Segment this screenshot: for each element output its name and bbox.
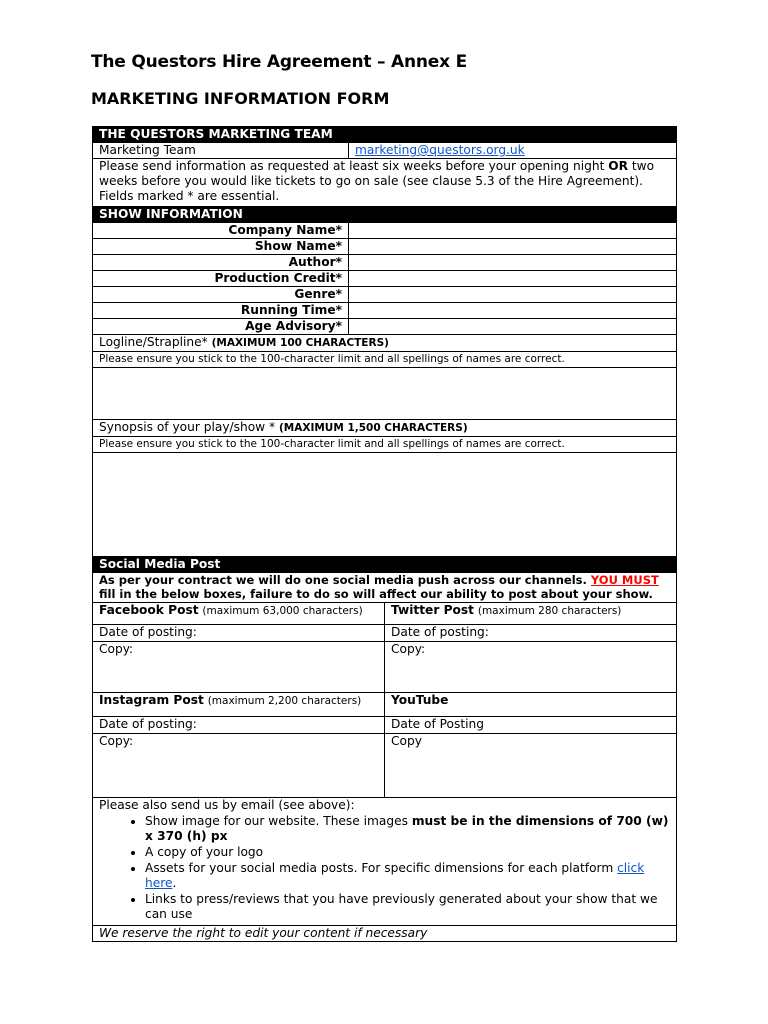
show-name-label: Show Name* (93, 239, 349, 255)
item-period: . (172, 876, 177, 890)
instagram-header (93, 693, 385, 717)
email-requirements (93, 798, 677, 926)
click-here-link[interactable]: click here (145, 861, 645, 890)
list-item (145, 814, 670, 844)
twitter-header (385, 603, 677, 625)
running-time-label: Running Time* (93, 303, 349, 319)
age-advisory-label: Age Advisory* (93, 319, 349, 335)
author-field[interactable] (349, 255, 677, 271)
item-dimensions: must be in the dimensions of 700 (w) x 370 (h) px (145, 814, 669, 843)
document-title: The Questors Hire Agreement – Annex E (91, 52, 468, 72)
instructions-text-2: two weeks before you would like tickets to go on sale (see clause 5.3 of the Hire Agreement). Fields marked * are essential. (99, 159, 655, 203)
synopsis-label-row (93, 420, 677, 437)
twitter-title: Twitter Post (391, 603, 474, 617)
social-intro-text: As per your contract we will do one social media push across our channels. (99, 573, 587, 587)
marketing-form-table (92, 126, 677, 942)
social-media-heading: Social Media Post (93, 557, 677, 573)
twitter-limit: (maximum 280 characters) (477, 605, 622, 617)
form-title: MARKETING INFORMATION FORM (91, 89, 390, 108)
synopsis-label: Synopsis of your play/show * (99, 420, 276, 434)
synopsis-note: Please ensure you stick to the 100-character limit and all spellings of names are correct. (93, 437, 677, 453)
running-time-field[interactable] (349, 303, 677, 319)
twitter-copy-field[interactable]: Copy: (385, 642, 677, 693)
item-text: Assets for your social media posts. For specific dimensions for each platform (145, 861, 614, 875)
youtube-copy-field[interactable]: Copy (385, 734, 677, 798)
production-credit-label: Production Credit* (93, 271, 349, 287)
instagram-title: Instagram Post (99, 693, 204, 707)
logline-label: Logline/Strapline* (99, 335, 208, 349)
email-requirements-list (99, 814, 670, 922)
instructions-text: Please send information as requested at least six weeks before your opening night (99, 159, 605, 173)
youtube-date-field[interactable]: Date of Posting (385, 717, 677, 734)
show-name-field[interactable] (349, 239, 677, 255)
marketing-instructions (93, 159, 677, 207)
list-item: • A copy of your logo (145, 845, 670, 860)
marketing-team-label: Marketing Team (93, 143, 349, 159)
marketing-email-cell (349, 143, 677, 159)
facebook-copy-field[interactable]: Copy: (93, 642, 385, 693)
youtube-header (385, 693, 677, 717)
you-must-emphasis: YOU MUST (590, 573, 659, 587)
instagram-limit: (maximum 2,200 characters) (207, 695, 362, 707)
production-credit-field[interactable] (349, 271, 677, 287)
social-media-intro (93, 573, 677, 603)
list-item: • Links to press/reviews that you have previously generated about your show that we can use (145, 892, 670, 922)
facebook-limit: (maximum 63,000 characters) (202, 605, 363, 617)
facebook-date-field[interactable]: Date of posting: (93, 625, 385, 642)
synopsis-input-area[interactable] (93, 453, 677, 557)
email-requirements-intro: Please also send us by email (see above): (99, 798, 355, 812)
company-name-field[interactable] (349, 223, 677, 239)
instructions-or: OR (608, 159, 628, 173)
logline-label-row (93, 335, 677, 352)
genre-field[interactable] (349, 287, 677, 303)
instagram-date-field[interactable]: Date of posting: (93, 717, 385, 734)
logline-input-area[interactable] (93, 368, 677, 420)
genre-label: Genre* (93, 287, 349, 303)
author-label: Author* (93, 255, 349, 271)
synopsis-limit: (MAXIMUM 1,500 CHARACTERS) (278, 422, 468, 434)
age-advisory-field[interactable] (349, 319, 677, 335)
logline-limit: (MAXIMUM 100 CHARACTERS) (211, 337, 389, 349)
youtube-title: YouTube (391, 693, 449, 707)
footer-note: We reserve the right to edit your content if necessary (93, 926, 677, 942)
company-name-label: Company Name* (93, 223, 349, 239)
social-intro-text-2: fill in the below boxes, failure to do so will affect our ability to post about your show. (99, 587, 653, 601)
facebook-header (93, 603, 385, 625)
show-information-heading: SHOW INFORMATION (93, 207, 677, 223)
instagram-copy-field[interactable]: Copy: (93, 734, 385, 798)
list-item (145, 861, 670, 891)
facebook-title: Facebook Post (99, 603, 199, 617)
twitter-date-field[interactable]: Date of posting: (385, 625, 677, 642)
item-text: Show image for our website. These images (145, 814, 408, 828)
marketing-email-link[interactable]: marketing@questors.org.uk (355, 143, 525, 157)
logline-note: Please ensure you stick to the 100-character limit and all spellings of names are correct. (93, 352, 677, 368)
marketing-team-heading: THE QUESTORS MARKETING TEAM (93, 127, 677, 143)
